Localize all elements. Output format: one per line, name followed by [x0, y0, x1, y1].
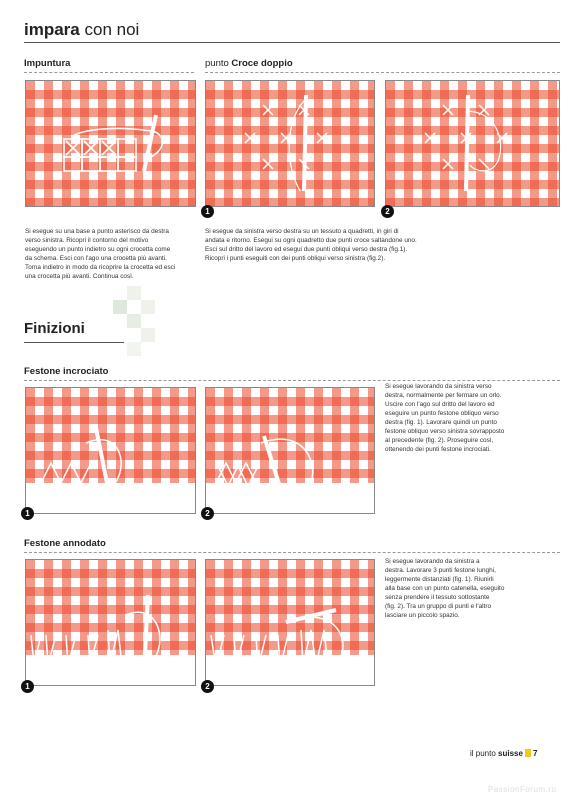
caption-festone-incrociato: Si esegue lavorando da sinistra verso destra, normalmente per fermare un orlo. Uscire con l'ago sul dritto del lavoro ed eseguire un punto festone obliquo verso destra (fig. 1). Lavorare quindi un punto festone obliquo verso sinistra sovrapposto al precedente (fig. 2). Proseguire così, ottenendo dei punti festone incrociati. — [385, 383, 505, 453]
figure-number: 1 — [201, 205, 214, 218]
caption-festone-annodato: Si esegue lavorando da sinistra a destra. Lavorare 3 punti festone lunghi, leggermente distanziati (fig. 1). Riunirli alla base con un punto catenella, eseguito senza prendere il tessuto sottostante (fig. 2). Tra un gruppo di punti e l'altro lasciare un piccolo spazio. — [385, 558, 505, 619]
decor-square — [141, 300, 155, 314]
footer-brand: il punto suisse 7 — [470, 749, 538, 758]
figure-number: 2 — [201, 507, 214, 520]
festone-incrociato-figure-1 — [25, 387, 196, 514]
figure-number: 2 — [201, 680, 214, 693]
divider — [24, 552, 560, 553]
title-finizioni: Finizioni — [24, 320, 85, 337]
impuntura-illustration — [25, 80, 196, 207]
caption-croce: Si esegue da sinistra verso destra su un tessuto a quadretti, in giri di andata e ritorno. Esegui su ogni quadretto due punti croce saltandone uno. Esci sul dritto del lavoro ed esegui due punti obliqui verso destra (fig.1). Ricopri i punti eseguiti con dei punti obliqui verso sinistra (fig.2). — [205, 228, 417, 262]
figure-number: 1 — [21, 680, 34, 693]
header-light: con noi — [84, 20, 140, 39]
caption-impuntura: Si esegue su una base a punto asterisco da destra verso sinistra. Ricopri il contorno del motivo eseguendo un punto indietro su ogni crocetta come da schema. Esci con l'ago una crocetta più avanti. Torna indietro in modo da ricoprire la crocetta ed esci una crocetta più avanti. Continua così. — [25, 228, 176, 280]
divider — [24, 72, 194, 73]
page-header — [24, 20, 139, 40]
header-rule — [24, 42, 560, 43]
festone-annodato-figure-2 — [205, 559, 375, 686]
festone-incrociato-stitches-2 — [206, 388, 374, 513]
figure-number: 1 — [21, 507, 34, 520]
watermark: PassionForum.ru — [488, 785, 557, 794]
decor-square — [113, 300, 127, 314]
brand-marker-icon — [525, 749, 531, 757]
festone-incrociato-figure-2 — [205, 387, 375, 514]
title-croce: punto Croce doppio — [205, 58, 293, 69]
croce-stitches-2 — [386, 81, 559, 206]
impuntura-stitches — [26, 81, 195, 206]
title-festone-incrociato: Festone incrociato — [24, 366, 109, 377]
header-bold: impara — [24, 20, 80, 39]
figure-number: 2 — [381, 205, 394, 218]
croce-figure-2 — [385, 80, 560, 207]
divider — [205, 72, 560, 73]
festone-annodato-stitches-2 — [206, 560, 374, 685]
decor-square — [127, 342, 141, 356]
decor-square — [141, 328, 155, 342]
croce-figure-1 — [205, 80, 375, 207]
divider — [24, 380, 560, 381]
decor-square — [127, 314, 141, 328]
festone-annodato-stitches-1 — [26, 560, 195, 685]
title-festone-annodato: Festone annodato — [24, 538, 106, 549]
croce-stitches-1 — [206, 81, 374, 206]
festone-annodato-figure-1 — [25, 559, 196, 686]
title-impuntura: Impuntura — [24, 58, 71, 69]
page-number: 7 — [532, 749, 538, 758]
festone-incrociato-stitches-1 — [26, 388, 195, 513]
decor-square — [127, 286, 141, 300]
finizioni-rule — [24, 342, 124, 343]
